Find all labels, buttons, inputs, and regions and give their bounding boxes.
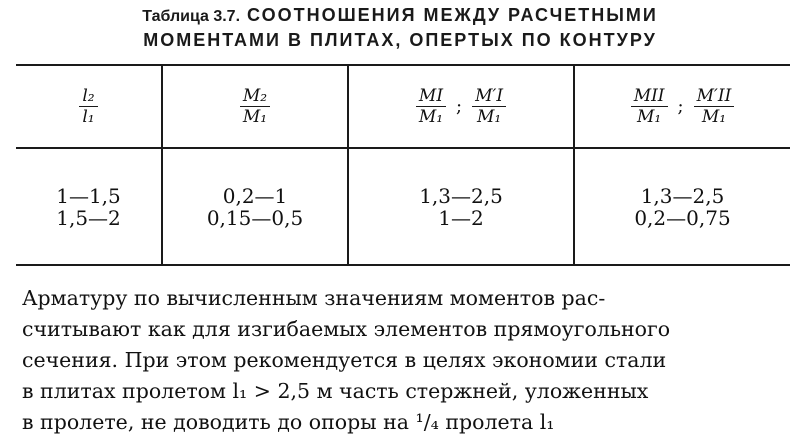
fraction-mii-m1 — [631, 87, 668, 126]
header-cell-m2-ratio — [163, 66, 347, 147]
table-values — [56, 185, 121, 229]
table-value: 0,15—0,5 — [206, 205, 304, 230]
paragraph-line: в плитах пролетом l₁ > 2,5 м часть стержней, уложенных — [22, 379, 649, 403]
table-caption — [0, 4, 800, 51]
table-value: 1,5—2 — [56, 205, 121, 230]
table-cell-col1 — [16, 149, 161, 264]
table-values — [419, 185, 503, 229]
table-value: 0,2—1 — [222, 183, 288, 208]
table-cell-col4 — [575, 149, 790, 264]
fraction-l2-l1 — [79, 87, 97, 126]
fraction-numerator: l₂ — [79, 87, 97, 107]
fraction-denominator: M₁ — [476, 107, 502, 127]
paragraph-line: Арматуру по вычисленным значениям моментов рас- — [22, 286, 606, 310]
fraction-numerator: M′I — [472, 87, 506, 107]
fraction-denominator: M₁ — [242, 107, 268, 127]
fraction-mi-prime-m1 — [472, 87, 506, 126]
table-value: 1,3—2,5 — [419, 183, 503, 208]
fraction-numerator: M′II — [694, 87, 735, 107]
fraction-numerator: MII — [631, 87, 668, 107]
caption-label: Таблица 3.7. — [142, 8, 241, 25]
table-values — [634, 185, 730, 229]
header-separator: ; — [456, 96, 463, 117]
paragraph-line: в пролете, не доводить до опоры на ¹/₄ пролета l₁ — [22, 410, 555, 434]
header-cell-l-ratio — [16, 66, 161, 147]
caption-line-1: СООТНОШЕНИЯ МЕЖДУ РАСЧЕТНЫМИ — [247, 5, 658, 25]
fraction-denominator: M₁ — [636, 107, 662, 127]
header-cell-mii-ratio — [575, 66, 790, 147]
fraction-m2-m1 — [240, 87, 270, 126]
fraction-mii-prime-m1 — [694, 87, 735, 126]
fraction-denominator: l₁ — [82, 107, 95, 127]
paragraph-line: сечения. При этом рекомендуется в целях экономии стали — [22, 348, 667, 372]
table-value: 1—1,5 — [56, 183, 121, 208]
header-cell-mi-ratio — [349, 66, 573, 147]
table-values — [207, 185, 303, 229]
fraction-numerator: MI — [416, 87, 446, 107]
caption-line-2: МОМЕНТАМИ В ПЛИТАХ, ОПЕРТЫХ ПО КОНТУРУ — [143, 30, 657, 50]
table-value: 0,2—0,75 — [634, 205, 731, 230]
paragraph-line: считывают как для изгибаемых элементов прямоугольного — [22, 317, 671, 341]
header-separator: ; — [677, 96, 684, 117]
table-cell-col2 — [163, 149, 347, 264]
fraction-denominator: M₁ — [418, 107, 444, 127]
fraction-numerator: M₂ — [240, 87, 270, 107]
table-value: 1—2 — [438, 205, 484, 230]
table-bottom-rule — [16, 264, 790, 266]
table-value: 1,3—2,5 — [640, 183, 725, 208]
body-paragraph — [22, 283, 782, 438]
table-cell-col3 — [349, 149, 573, 264]
fraction-denominator: M₁ — [701, 107, 727, 127]
fraction-mi-m1 — [416, 87, 446, 126]
